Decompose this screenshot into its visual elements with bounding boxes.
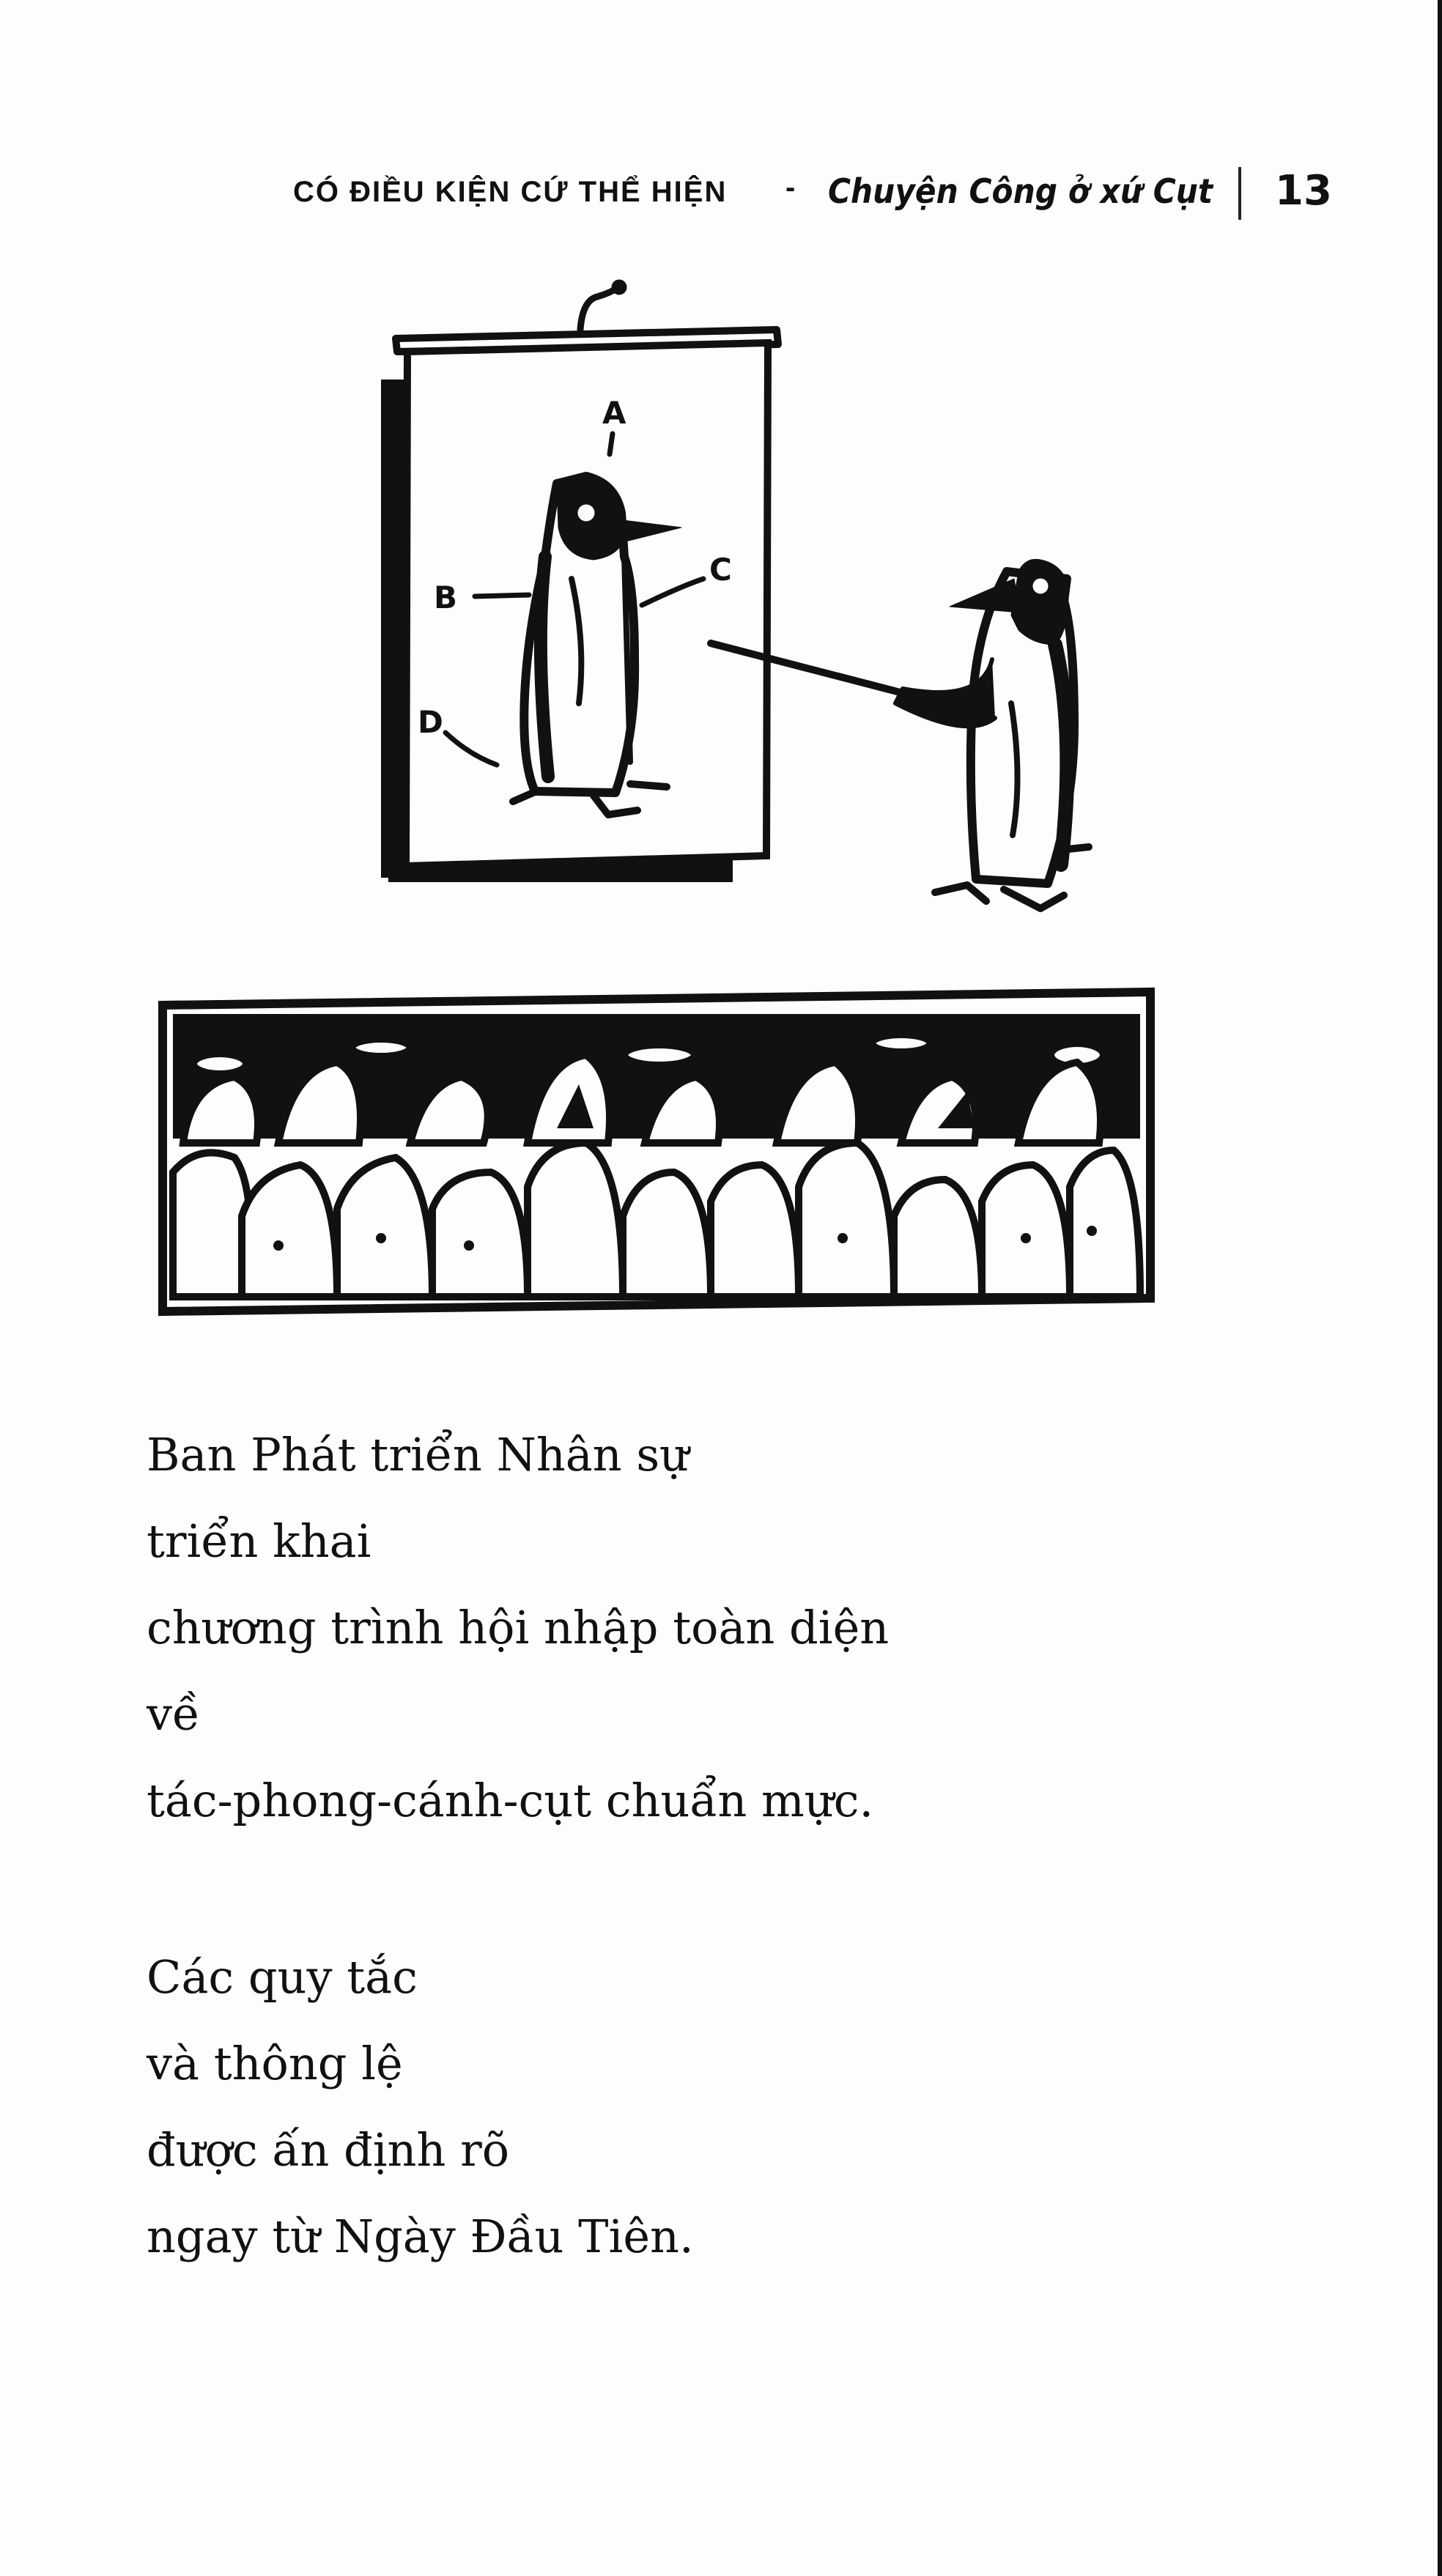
page-number: 13 [1275,167,1332,215]
paragraph-line: tác-phong-cánh-cụt chuẩn mực. [147,1774,874,1827]
paragraph-line: Ban Phát triển Nhân sự [147,1428,689,1481]
paragraph-line: Các quy tắc [147,1950,418,2004]
chapter-title: CÓ ĐIỀU KIỆN CỨ THỂ HIỆN [293,176,728,208]
poster-hanger [580,283,624,330]
poster-label-c: C [709,552,732,588]
presenter-penguin [895,559,1089,908]
poster-label-a: A [602,395,626,431]
book-title: Chuyện Công ở xứ Cụt [828,171,1213,211]
paragraph-line: về [147,1687,201,1741]
paragraph-line: ngay từ Ngày Đầu Tiên. [147,2210,694,2263]
poster-label-b: B [434,580,458,615]
header-separator: - [785,171,796,204]
paragraph-line: được ấn định rõ [147,2123,510,2177]
paragraph-line: và thông lệ [147,2037,403,2090]
audience-crowd [163,992,1150,1311]
poster-label-d: D [418,704,443,740]
paragraph-line: triển khai [147,1514,371,1568]
paragraph-line: chương trình hội nhập toàn diện [147,1601,890,1654]
